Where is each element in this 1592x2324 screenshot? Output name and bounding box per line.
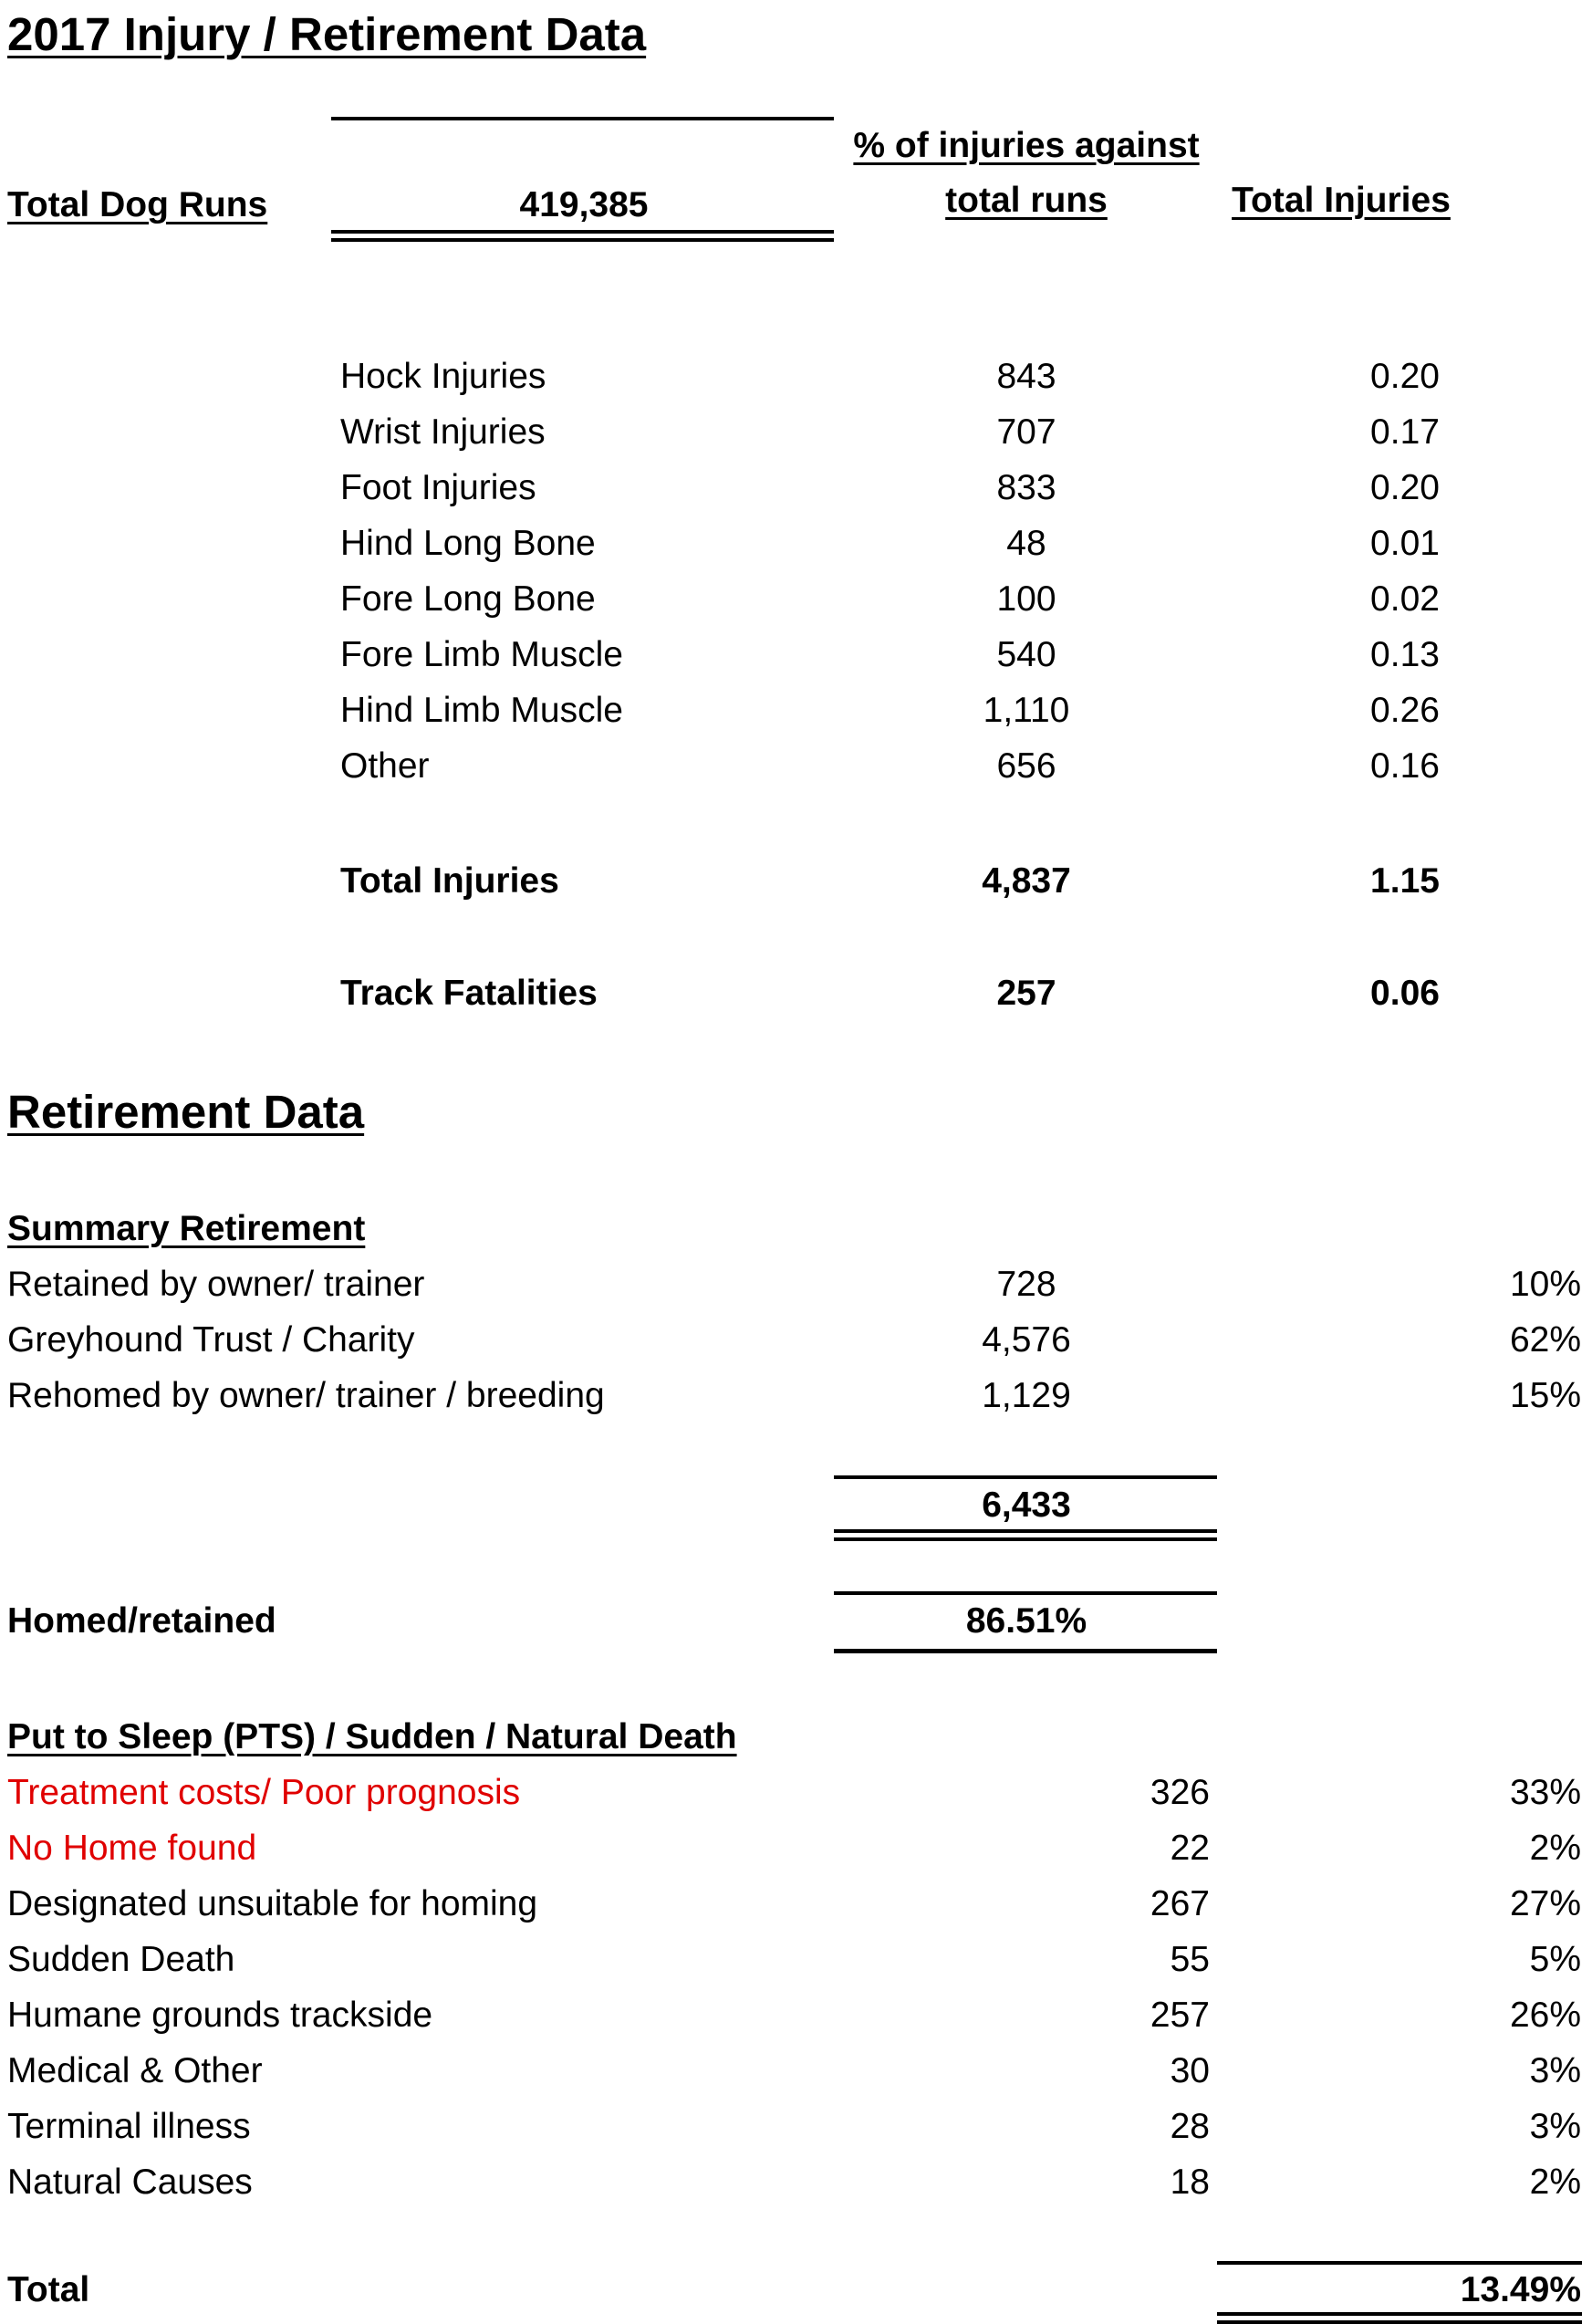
retirement-pct: 15%: [1509, 1376, 1581, 1415]
injury-count: 843: [996, 357, 1056, 396]
pts-pct: 2%: [1529, 1829, 1581, 1868]
total-double-rule: [1217, 2312, 1582, 2324]
homed-retained-value: 86.51%: [965, 1601, 1087, 1641]
injury-label: Foot Injuries: [340, 468, 536, 507]
injury-pct: 0.16: [1370, 746, 1440, 786]
track-fatalities-label: Track Fatalities: [340, 974, 598, 1013]
injury-count: 656: [996, 746, 1056, 786]
summary-retirement-heading: Summary Retirement: [7, 1209, 366, 1248]
col-header-pct-line1: % of injuries against: [853, 126, 1200, 165]
pts-total-label: Total: [7, 2270, 90, 2309]
pts-count: 257: [1150, 1996, 1210, 2035]
pts-pct: 2%: [1529, 2162, 1581, 2202]
pts-count: 326: [1150, 1773, 1210, 1812]
injury-label: Wrist Injuries: [340, 412, 546, 452]
track-fatalities-pct: 0.06: [1370, 974, 1440, 1013]
injury-pct: 0.17: [1370, 412, 1440, 452]
injury-pct: 0.02: [1370, 579, 1440, 619]
pts-heading: Put to Sleep (PTS) / Sudden / Natural Death: [7, 1717, 737, 1756]
pts-count: 267: [1150, 1884, 1210, 1923]
retirement-count: 4,576: [982, 1320, 1071, 1360]
retirement-subtotal: 6,433: [982, 1485, 1071, 1525]
pts-label: Treatment costs/ Poor prognosis: [7, 1773, 521, 1812]
pts-label: Humane grounds trackside: [7, 1996, 433, 2035]
retirement-heading: Retirement Data: [7, 1086, 365, 1138]
pts-pct: 26%: [1509, 1996, 1581, 2035]
total-dog-runs-value: 419,385: [519, 185, 649, 224]
header-top-rule: [331, 117, 834, 120]
pts-pct: 3%: [1529, 2051, 1581, 2090]
injury-pct: 0.20: [1370, 468, 1440, 507]
total-injuries-label: Total Injuries: [340, 861, 559, 901]
injury-pct: 0.26: [1370, 691, 1440, 730]
pts-count: 22: [1170, 1829, 1210, 1868]
total-injuries-count: 4,837: [982, 861, 1071, 901]
col-header-pct-line2: total runs: [945, 181, 1108, 220]
pts-count: 28: [1170, 2107, 1210, 2146]
injury-label: Hind Limb Muscle: [340, 691, 623, 730]
total-dog-runs-label: Total Dog Runs: [7, 185, 268, 224]
subtotal-double-rule: [834, 1529, 1217, 1541]
track-fatalities-count: 257: [996, 974, 1056, 1013]
injury-count: 1,110: [983, 691, 1070, 730]
retirement-pct: 10%: [1509, 1265, 1581, 1304]
injury-label: Hind Long Bone: [340, 524, 596, 563]
pts-label: Terminal illness: [7, 2107, 251, 2146]
pts-count: 55: [1170, 1940, 1210, 1979]
injury-count: 48: [1006, 524, 1046, 563]
pts-total-value: 13.49%: [1460, 2270, 1581, 2309]
pts-pct: 3%: [1529, 2107, 1581, 2146]
homed-bottom-rule: [834, 1649, 1217, 1653]
injury-pct: 0.20: [1370, 357, 1440, 396]
page-title: 2017 Injury / Retirement Data: [7, 8, 647, 60]
retirement-count: 728: [996, 1265, 1056, 1304]
pts-pct: 27%: [1509, 1884, 1581, 1923]
injury-label: Fore Long Bone: [340, 579, 596, 619]
homed-retained-label: Homed/retained: [7, 1601, 276, 1641]
pts-pct: 5%: [1529, 1940, 1581, 1979]
retirement-label: Greyhound Trust / Charity: [7, 1320, 415, 1360]
pts-label: Medical & Other: [7, 2051, 263, 2090]
homed-top-rule: [834, 1591, 1217, 1595]
retirement-count: 1,129: [982, 1376, 1071, 1415]
total-injuries-pct: 1.15: [1370, 861, 1440, 901]
injury-count: 833: [996, 468, 1056, 507]
pts-label: Natural Causes: [7, 2162, 253, 2202]
injury-pct: 0.01: [1370, 524, 1440, 563]
injury-count: 100: [996, 579, 1056, 619]
subtotal-top-rule: [834, 1475, 1217, 1479]
retirement-pct: 62%: [1509, 1320, 1581, 1360]
pts-count: 18: [1170, 2162, 1210, 2202]
pts-label: No Home found: [7, 1829, 257, 1868]
pts-pct: 33%: [1509, 1773, 1581, 1812]
injury-label: Hock Injuries: [340, 357, 546, 396]
pts-count: 30: [1170, 2051, 1210, 2090]
injury-count: 707: [996, 412, 1056, 452]
retirement-label: Retained by owner/ trainer: [7, 1265, 425, 1304]
injury-count: 540: [996, 635, 1056, 674]
injury-pct: 0.13: [1370, 635, 1440, 674]
header-double-rule: [331, 230, 834, 242]
pts-label: Designated unsuitable for homing: [7, 1884, 538, 1923]
pts-label: Sudden Death: [7, 1940, 235, 1979]
total-top-rule: [1217, 2261, 1582, 2265]
retirement-label: Rehomed by owner/ trainer / breeding: [7, 1376, 605, 1415]
injury-label: Other: [340, 746, 430, 786]
injury-label: Fore Limb Muscle: [340, 635, 623, 674]
col-header-total-injuries: Total Injuries: [1232, 181, 1451, 220]
